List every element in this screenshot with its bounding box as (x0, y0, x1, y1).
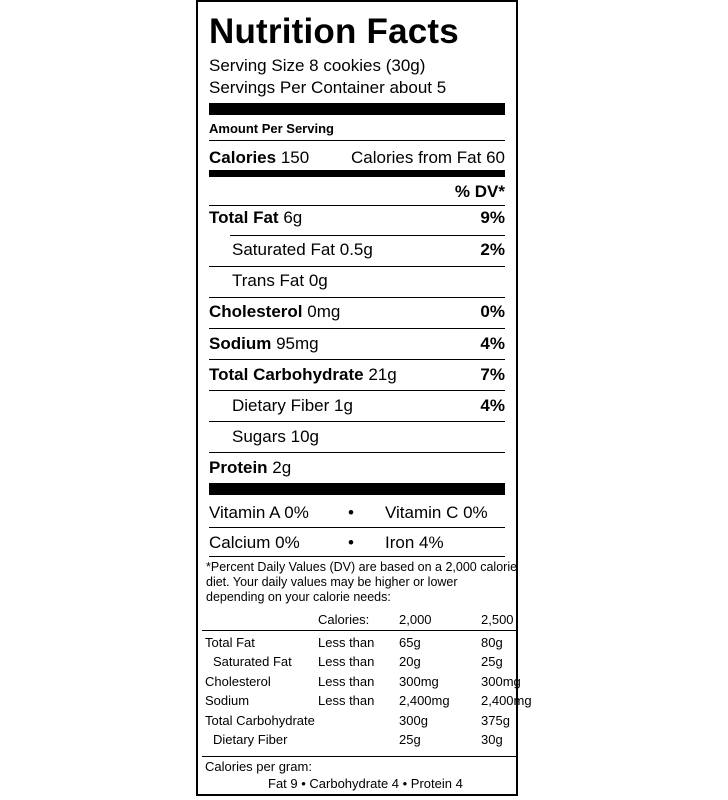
nutrient-amount: 2g (272, 458, 292, 477)
calories-per-gram: Fat 9 • Carbohydrate 4 • Protein 4 (268, 776, 463, 791)
dv-header: % DV* (454, 182, 505, 201)
footnote-line: depending on your calorie needs: (206, 590, 391, 604)
dv-table-cell: Cholesterol (205, 673, 271, 689)
vitamin-a: Vitamin A 0% (209, 503, 309, 522)
thin-rule (209, 452, 505, 453)
dv-table-header: 2,000 (399, 612, 432, 627)
dv-table-cell: 2,400mg (481, 693, 532, 709)
nutrient-amount: 6g (283, 208, 303, 227)
nutrient-row (209, 459, 291, 476)
nutrient-row (232, 428, 319, 445)
nutrient-name: Dietary Fiber (232, 396, 330, 415)
thin-rule (202, 630, 516, 631)
footnote-line: diet. Your daily values may be higher or lower (206, 575, 458, 589)
dv-table-cell: 25g (399, 732, 421, 747)
footnote-line: *Percent Daily Values (DV) are based on a 2,000 calorie (206, 560, 518, 574)
dv-table-cell: 2,400mg (399, 693, 450, 709)
servings-per-container: Servings Per Container about 5 (209, 78, 447, 97)
nutrient-row (209, 366, 397, 383)
dv-table-cell: Less than (318, 635, 375, 650)
thick-rule (209, 483, 505, 495)
dv-table-cell: Sodium (205, 693, 250, 709)
dv-table-cell: Total Carbohydrate (205, 712, 315, 728)
nutrient-name: Sugars (232, 427, 286, 446)
nutrient-row (209, 209, 302, 226)
dv-table-cell: 25g (481, 654, 503, 670)
thin-rule (209, 205, 505, 206)
dv-table-cell: Less than (318, 693, 375, 709)
nutrient-dv: 4% (480, 396, 505, 415)
dv-table-cell: Less than (318, 673, 375, 689)
nutrient-row (209, 335, 319, 352)
nutrient-name: Total Carbohydrate (209, 365, 364, 384)
nutrient-amount: 0g (308, 271, 328, 290)
thin-rule (209, 556, 505, 557)
nutrient-dv: 7% (480, 365, 505, 384)
calories-row (209, 149, 309, 166)
thin-rule (209, 421, 505, 422)
thin-rule (209, 390, 505, 391)
nutrient-row (232, 272, 328, 289)
calories-from-fat: Calories from Fat 60 (351, 148, 505, 167)
nutrient-dv: 2% (480, 240, 505, 259)
dv-table-cell: 65g (399, 635, 421, 650)
nutrient-amount: 10g (290, 427, 319, 446)
bullet-separator: • (348, 533, 354, 552)
thin-rule (230, 235, 505, 236)
dv-table-cell: Dietary Fiber (213, 732, 288, 747)
dv-table-header: Calories: (318, 612, 370, 627)
nutrient-amount: 0mg (307, 302, 341, 321)
dv-table-cell: 30g (481, 732, 503, 747)
dv-table-cell: Less than (318, 654, 375, 670)
nutrient-name: Protein (209, 458, 268, 477)
serving-size: Serving Size 8 cookies (30g) (209, 56, 426, 75)
nutrient-row (232, 241, 373, 258)
nutrient-name: Saturated Fat (232, 240, 336, 259)
nutrient-dv: 9% (480, 208, 505, 227)
nutrient-row (209, 303, 340, 320)
bullet-separator: • (348, 503, 354, 522)
vitamin-c: Vitamin C 0% (385, 503, 488, 522)
dv-table-cell: 80g (481, 635, 503, 650)
nutrient-dv: 4% (480, 334, 505, 353)
dv-table-cell: 300mg (481, 673, 521, 689)
calcium: Calcium 0% (209, 533, 300, 552)
dv-table-cell: Total Fat (205, 635, 255, 650)
label-title: Nutrition Facts (209, 12, 459, 51)
nutrient-name: Sodium (209, 334, 272, 353)
amount-per-serving: Amount Per Serving (209, 121, 334, 136)
dv-table-cell: 375g (481, 712, 510, 728)
thin-rule (209, 359, 505, 360)
thin-rule (209, 266, 505, 267)
dv-table-cell: Saturated Fat (213, 654, 292, 670)
dv-table-cell: 300mg (399, 673, 439, 689)
nutrient-dv: 0% (480, 302, 505, 321)
thin-rule (209, 527, 505, 528)
nutrient-name: Cholesterol (209, 302, 303, 321)
iron: Iron 4% (385, 533, 444, 552)
thin-rule (209, 140, 505, 141)
nutrient-amount: 0.5g (339, 240, 373, 259)
calories-value: 150 (280, 148, 310, 167)
nutrient-name: Trans Fat (232, 271, 305, 290)
nutrient-amount: 1g (334, 396, 353, 415)
nutrient-name: Total Fat (209, 208, 279, 227)
calories-per-gram-label: Calories per gram: (205, 759, 312, 774)
dv-table-cell: 300g (399, 712, 428, 728)
dv-table-header: 2,500 (481, 612, 514, 627)
nutrient-amount: 21g (368, 365, 397, 384)
thick-rule (209, 103, 505, 115)
dv-table-cell: 20g (399, 654, 421, 670)
nutrition-facts-label (196, 0, 532, 796)
thin-rule (202, 756, 516, 757)
calories-label: Calories (209, 148, 277, 167)
thin-rule (209, 297, 505, 298)
medium-rule (209, 170, 505, 177)
nutrient-amount: 95mg (276, 334, 319, 353)
nutrient-row (232, 397, 353, 414)
thin-rule (209, 328, 505, 329)
